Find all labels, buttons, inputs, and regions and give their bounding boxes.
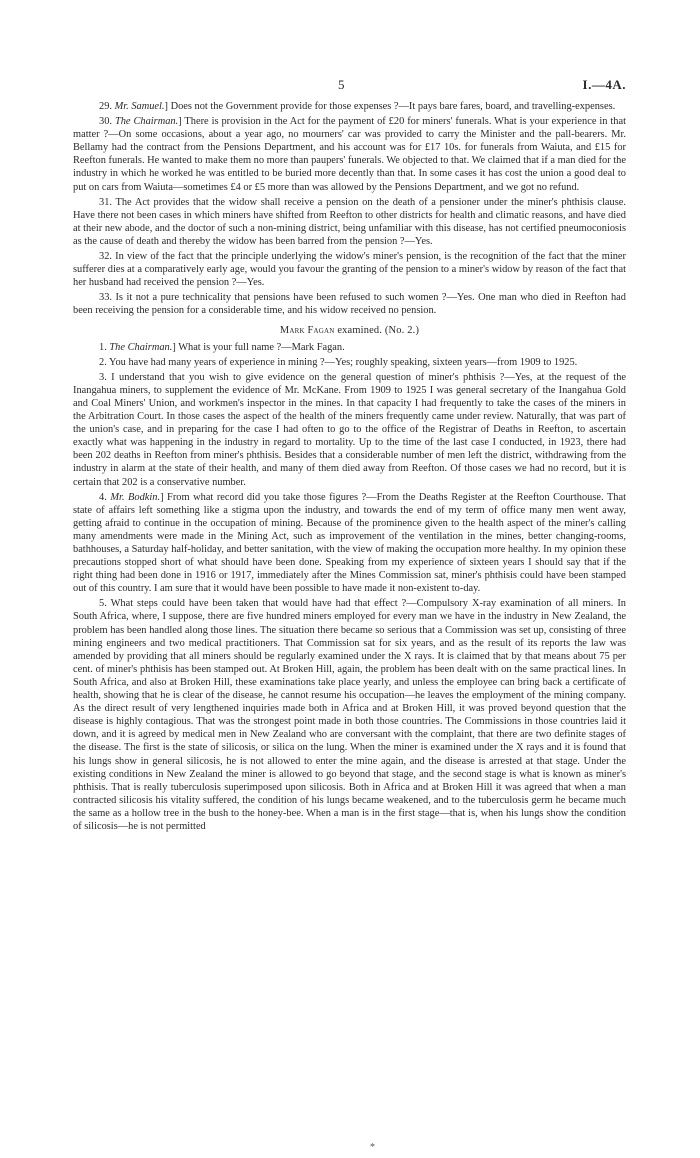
paragraph bbox=[73, 100, 626, 113]
paragraph bbox=[73, 196, 626, 248]
paragraph bbox=[73, 356, 626, 369]
speaker-name: The Chairman. bbox=[114, 116, 179, 128]
witness-heading bbox=[73, 324, 626, 337]
paragraph-text: ] There is provision in the Act for the payment of £20 for miners' funerals. What is your experience in that matter ?—On some occasions, about a year ago, no mourners' car was provided to carry the Minister and the pall-bearers. Mr. Bellamy had the contract from the Pensions Department, and his account was for £17 10s. for funerals from Waiuta, and £15 for Reefton funerals. He wanted to make them no more than paupers' funerals. We objected to that. We claimed that if a man died for the industry in which he worked he was entitled to be buried more decently than that. In some cases it has cost the union a good deal to put on cars from Waiuta—sometimes £4 or £5 more than was allowed by the Pensions Department, and we got no refund. bbox=[73, 116, 626, 193]
document-code: I.—4A. bbox=[582, 77, 626, 92]
question-number: 30. bbox=[99, 116, 115, 128]
paragraph-text: 33. Is it not a pure technicality that pensions have been refused to such women ?—Yes. One man who died in Reefton had been receiving the pension for a considerable time, and his widow received no pension. bbox=[73, 292, 626, 317]
paragraph-text: ] Does not the Government provide for those expenses ?—It pays bare fares, board, and travelling-expenses. bbox=[164, 101, 616, 112]
paragraph bbox=[73, 597, 626, 833]
question-number: 1. bbox=[99, 341, 110, 353]
paragraph-text: 31. The Act provides that the widow shall receive a pension on the death of a pensioner under the miner's phthisis clause. Have there not been cases in which miners have shifted from Reefton to other districts for health and climatic reasons, and have died at their new abode, and the doctor of such a non-mining district, being unfamiliar with this disease, has not certified pneumoconiosis as the cause of death and thereby the widow has been barred from the pension ?—Yes. bbox=[73, 196, 626, 247]
paragraph-text: 5. What steps could have been taken that would have had that effect ?—Compulsory X-ray examination of all miners. In South Africa, where, I suppose, there are five hundred miners employed for every man we have in the industry in New Zealand, the problem has been handled along those lines. The situation there became so serious that a Commission was set up, consisting of three mining engineers and two medical practitioners. That Commission sat for six years, and as the result of its reports the law was amended by providing that all miners should be regularly examined under the X rays. It is claimed that by that means about 75 per cent. of miner's phthisis has been stamped out. At Broken Hill, again, the problem has been dealt with on the same practical lines. In South Africa, and also at Broken Hill, these examinations take place yearly, and unless the employee can bring back a certificate of health, showing that he is clear of the disease, he cannot resume his occupation—he leaves the employment of the mining company. As the direct result of very lengthened inquiries made both in Africa and at Broken Hill, it was proved beyond question that the disease is highly contagious. That was the strongest point made in both those countries. The Commissions in those countries laid it down, and it is agreed by medical men in New Zealand who are conversant with the complaint, that there are two definite stages of the disease. The first is the state of silicosis, or silica on the lung. When the miner is examined under the X rays and it is found that his lungs show in general silicosis, he is not allowed to enter the mine again, and the disease is arrested at that stage. Under the existing conditions in New Zealand the miner is allowed to go beyond that stage, and the second stage is what is known as miner's phthisis. That is really tuberculosis superimposed upon silicosis. Both in Africa and at Broken Hill it was agreed that when a man contracted silicosis his vitality suffered, the condition of his lungs became weakened, and to the tuberculosis germ he became much the same as a hollow tree in the bush to the honey-bee. When a man is in the first stage—that is, when his lungs show the condition of silicosis—he is not permitted bbox=[73, 598, 626, 832]
paragraph bbox=[73, 491, 626, 596]
paragraph bbox=[73, 115, 626, 194]
speaker-name: Mr. Bodkin. bbox=[110, 491, 161, 503]
paragraph-text: ] From what record did you take those figures ?—From the Deaths Register at the Reefton Courthouse. That state of affairs left something like a stigma upon the industry, and towards the end of my term of office many men went away, getting afraid to continue in the occupation of mining. Because of the prominence given to the health aspect of the miner's calling many amendments were made in the Mining Act, such as improvement of the ventilation in the mines, better changing-rooms, bathhouses, a Saturday half-holiday, and better sanitation, with the view of making the occupation more healthy. In my opinion these precautions stopped short of what should have been done. Speaking from my experience of sixteen years I should say that if the right thing had been done in 1916 or 1917, immediately after the Mines Commission sat, miner's phthisis could have been stamped out of this country. I am sure that it would have been possible to have made it non-existent to-day. bbox=[73, 491, 627, 595]
speaker-name: Mr. Samuel. bbox=[114, 101, 165, 112]
questions-block-1 bbox=[73, 100, 626, 318]
document-body bbox=[73, 100, 626, 835]
paragraph bbox=[73, 291, 626, 317]
paragraph bbox=[73, 250, 626, 289]
footer-mark: * bbox=[370, 1142, 375, 1153]
paragraph-text: 2. You have had many years of experience in mining ?—Yes; roughly speaking, sixteen years—from 1909 to 1925. bbox=[99, 356, 578, 368]
paragraph-text: 3. I understand that you wish to give evidence on the general question of miner's phthisis ?—Yes, at the request of the Inangahua miners, to supplement the evidence of Mr. McKane. From 1909 to 1925 I was general secretary of the Inangahua Gold and Coal Miners' Union, and workmen's inspector in the mines. In that capacity I had frequently to take the cases of the miners in the Arbitration Court. In those cases the aspect of the health of the miners frequently came under review. Naturally, that was part of the union's case, and in preparing for the case I had often to go to the office of the Registrar of Deaths in Reefton, to ascertain exactly what was happening in the industry in regard to mortality. Up to the time of the last case I conducted, in 1923, there had been 202 deaths in Reefton from miner's phthisis. Besides that a considerable number of men left the district, withdrawing from the industry in alarm at the state of their health, and many of them died away from Reefton. Of those cases we had no record, but it is certain that 202 is a conservative number. bbox=[73, 371, 626, 488]
paragraph bbox=[73, 341, 626, 354]
witness-heading-suffix: examined. (No. 2.) bbox=[334, 324, 420, 336]
witness-name: Mark Fagan bbox=[279, 324, 335, 336]
paragraph bbox=[73, 371, 626, 489]
paragraph-text: 32. In view of the fact that the principle underlying the widow's miner's pension, is the recognition of the fact that the miner sufferer dies at a comparatively early age, would you favour the granting of the pension to a miner's widow by reason of the fact that her husband had received the pension ?—Yes. bbox=[73, 251, 626, 289]
page-header bbox=[73, 78, 626, 92]
paragraph-text: ] What is your full name ?—Mark Fagan. bbox=[172, 341, 345, 353]
question-number: 29. bbox=[99, 101, 115, 112]
speaker-name: The Chairman. bbox=[109, 341, 173, 353]
questions-block-2 bbox=[73, 341, 626, 833]
question-number: 4. bbox=[99, 491, 111, 503]
page-number: 5 bbox=[338, 77, 345, 92]
